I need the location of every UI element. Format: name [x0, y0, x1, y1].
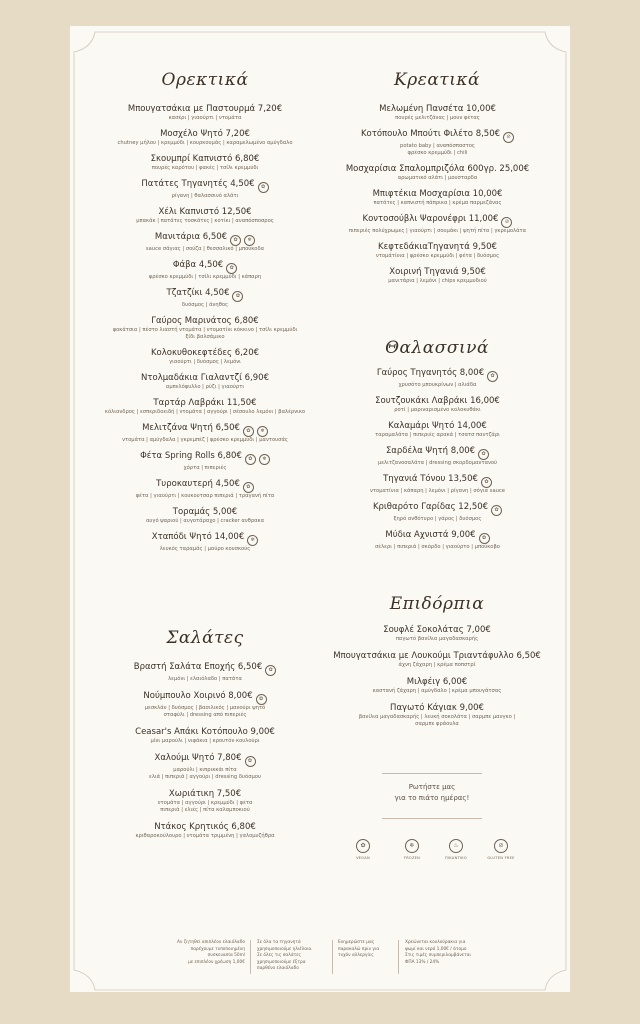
menu-item [330, 104, 545, 122]
legend-spicy [436, 832, 476, 860]
menu-item [95, 774, 315, 781]
menu-item-description: λευκός ταραμάς | μαύρο κουσκούς [159, 546, 251, 552]
menu-item-name: Μελιτζάνα Ψητή 6,50€ ✿ ❄ [95, 423, 315, 437]
menu-item-description: μίνι μαρούλι | νιφάκια | κρουτόν κουλούρι [150, 738, 260, 744]
footer-divider [332, 940, 333, 974]
legend-gluten-free [481, 832, 521, 860]
menu-item-description: μελιτζανοσαλάτα | dressing σκορδομαντανού [377, 460, 498, 466]
menu-item-description: πουρές καρότου | φακές | τσίλι κρεμμύδι [151, 165, 259, 171]
menu-item-name: Χταπόδι Ψητό 14,00€ ❄ [95, 532, 315, 546]
menu-item-name: Τυροκαυτερή 4,50€ ✿ [95, 479, 315, 493]
menu-item-description: φρέσκο κρεμμύδι | τσίλι κρεμμύδι | κάπαρη [148, 274, 262, 280]
menu-item-description: μπακάκ | πατάτες τοσκάτες | κοτίκι | αναπόσποσρος [136, 218, 274, 224]
menu-item-description: ροτί | μαριναρισμένο κολοκυθάκι [394, 407, 481, 413]
menu-item [95, 207, 315, 225]
menu-item-description: πιπεριά | ελιές | πίτα καλαμποκιού [160, 807, 250, 813]
spicy-icon: ♨ [449, 839, 463, 853]
menu-item [330, 214, 545, 235]
footer-divider [250, 940, 251, 974]
menu-item-description: κόλιανδρος | εσπεριδοειδή | ντομάτα | αγγούρι | σέσουλο λεμόνι | βαλέρνικο [104, 409, 306, 415]
legend-label: ΠΙΚΑΝΤΙΚΟ [445, 856, 467, 860]
vegan-icon: ✿ [230, 235, 241, 246]
menu-item-description: κασέρι | γιαούρτι | ντομάτα [168, 115, 242, 121]
menu-item-name: Κοντοσούβλι Ψαρονέφρι 11,00€ ⊘ [330, 214, 545, 228]
menu-item [330, 530, 545, 551]
menu-item-name: Σουφλέ Σοκολάτας 7,00€ [383, 625, 491, 635]
frozen-icon: ❄ [247, 535, 258, 546]
special-line-2: για το πιάτο ημέρας! [394, 794, 470, 802]
menu-item-name: Χαλούμι Ψητό 7,80€ ✿ [95, 753, 315, 767]
menu-item-name: Σαρδέλα Ψητή 8,00€ ✿ [330, 446, 545, 460]
menu-item-description: ξίδι βαλσάμικο [185, 334, 225, 340]
menu-item-name: Μύδια Αχνιστά 9,00€ ✿ [330, 530, 545, 544]
menu-item [322, 625, 552, 643]
menu-item-name: Μπουγατσάκια με Παστουρμά 7,20€ [127, 104, 283, 114]
menu-item [330, 164, 545, 182]
menu-item-description: πουρές μελιτζάνας | μουν φέτας [395, 115, 480, 121]
menu-item-description: ταραμαλάτα | πιπεριές αρακά | τσατσ παντζάρι [375, 432, 500, 438]
legend-frozen [392, 832, 432, 860]
menu-item-description: δυόσμος | άνηθος [181, 302, 229, 308]
menu-item-description: chutney μήλου | κρεμμύδι | κουρκουμάς | καραμελωμένο αμύγδαλο [117, 140, 293, 146]
menu-item-name: Γαύρος Μαρινάτος 6,80€ [151, 316, 259, 326]
legend-label: VEGAN [356, 856, 370, 860]
menu-item [330, 129, 545, 150]
menu-item-name: Βραστή Σαλάτα Εποχής 6,50€ ✿ [95, 662, 315, 676]
menu-item-name: Μοσχαρίσια Σπαλομπριζόλα 600γρ. 25,00€ [345, 164, 530, 174]
menu-item-description: ντομάτίνια | φρέσκο κρεμμύδι | φέτα | δυόσμος [375, 253, 500, 259]
menu-item-description: sauce σάγιας | σούζα | θεσσαλικό | μπούκοδα [145, 246, 265, 252]
menu-item [95, 822, 315, 840]
menu-item-name: Μανιτάρια 6,50€ ✿ ❄ [95, 232, 315, 246]
menu-item-name: Μπιφτέκια Μοσχαρίσια 10,00€ [372, 189, 503, 199]
menu-item-name: Καλαμάρι Ψητό 14,00€ [388, 421, 487, 431]
menu-item [95, 232, 315, 253]
menu-item-description: αρωματικό αλάτι | μουσταρδα [397, 175, 478, 181]
menu-item-description: φρέσκο κρεμμύδι | chili [407, 150, 468, 156]
menu-item-description: βανίλια μαγαδασκαρής | λευκή σοκολάτα | σαρμπε μανγκο | [358, 714, 516, 720]
vegan-icon: ✿ [479, 533, 490, 544]
menu-item [330, 150, 545, 157]
menu-item-description: χρυσότο μπουκρίνων | αλιάδα [398, 382, 477, 388]
menu-item [330, 189, 545, 207]
section-title-orektika: Ορεκτικά [161, 70, 249, 90]
menu-item-name: Μπουγατσάκια με Λουκούμι Τριαντάφυλλο 6,50€ [333, 651, 541, 661]
footer-oil-note: Σε όλα τα τηγανητά χρησιμοποιούμε ηλιέλαιο. Σε όλες τις σαλάτες χρησιμοποιούμε έξτρα παρθένο ελαιόλαδο [257, 940, 313, 971]
menu-item-description: άχνη ζάχαρη | κρέμα ποπστρί [398, 662, 476, 668]
menu-item [95, 334, 315, 341]
menu-item-description: ντομάτα | αμύγδαλα | γκρεμπέζ | φρέσκο κρεμμύδι | μαντουσάς [122, 437, 288, 443]
menu-item-name: Τηγανιά Τόνου 13,50€ ✿ [330, 474, 545, 488]
menu-item-name: Παγωτό Κάγιακ 9,00€ [390, 703, 484, 713]
frozen-icon: ❄ [257, 426, 268, 437]
menu-item-description: σταφύλι | dressing από πιπεριές [163, 712, 247, 718]
section-title-kreatika: Κρεατικά [394, 70, 480, 90]
menu-item [95, 451, 315, 472]
vegan-icon: ✿ [478, 449, 489, 460]
menu-item [330, 421, 545, 439]
menu-item [95, 789, 315, 807]
menu-item [95, 260, 315, 281]
gluten-icon: ⊘ [501, 217, 512, 228]
menu-item-description: μαρούλι | κιπρικκάι πίτα [173, 767, 237, 773]
menu-item [322, 677, 552, 695]
epidorpia-list [322, 625, 552, 736]
menu-item [95, 398, 315, 416]
menu-item-name: Κολοκυθοκεφτέδες 6,20€ [150, 348, 260, 358]
vegan-icon: ✿ [256, 694, 267, 705]
menu-item-name: Πατάτες Τηγανητές 4,50€ ✿ [95, 179, 315, 193]
menu-item-name: Τοραμάς 5,00€ [172, 507, 238, 517]
menu-item [330, 474, 545, 495]
menu-item-name: Μιλφέιγ 6,00€ [406, 677, 468, 687]
menu-item [95, 479, 315, 500]
vegan-icon: ✿ [232, 291, 243, 302]
menu-item-description: καστανή ζάχαρη | αμύγδαλο | κρέμα μπουγάτσας [372, 688, 502, 694]
kreatika-list [330, 104, 545, 292]
menu-item-description: πατάτες | καπνιστή πάπρικα | κρέμα παρμεζάνας [373, 200, 502, 206]
footer-allergy-note: Ενημερώστε μας παρακαλώ πριν για τυχόν αλλεργίες [338, 940, 380, 958]
menu-item-name: Χωριάτικη 7,50€ [168, 789, 242, 799]
menu-item [330, 242, 545, 260]
menu-item-description: πιπεριές πολύχρωμες | γιαούρτι | σουμάκι | ψητή πίτα | γκρεμολάτα [348, 228, 527, 234]
menu-item-name: Σκουμπρί Καπνιστό 6,80€ [150, 154, 260, 164]
menu-item [95, 691, 315, 712]
vegan-icon: ✿ [265, 665, 276, 676]
menu-item-name: Σουτζουκάκι Λαβράκι 16,00€ [375, 396, 500, 406]
menu-item-name: Ταρτάρ Λαβράκι 11,50€ [153, 398, 257, 408]
footer-price-note: Χρεώνεται κουλούρακια για ψωμί και νερό 1,00€ / άτομο Στις τιμές συμπεριλαμβάνεται ΦΠΑ 13% / 24% [405, 940, 471, 965]
menu-item [95, 154, 315, 172]
menu-item-name: Φέτα Spring Rolls 6,80€ ✿ ❄ [95, 451, 315, 465]
menu-item-description: ξηρό ανθότυρο | γάρος | δυόσμος [393, 516, 482, 522]
menu-item-name: Νούμπουλο Χοιρινό 8,00€ ✿ [95, 691, 315, 705]
vegan-icon: ✿ [245, 756, 256, 767]
menu-item-description: potato baby | αναπόσπαστος [400, 143, 475, 149]
vegan-icon: ✿ [245, 454, 256, 465]
section-title-salates: Σαλάτες [166, 628, 244, 648]
menu-item [95, 727, 315, 745]
menu-item [330, 502, 545, 523]
menu-item-description: φέτα | γιαούρτι | κουκουτσαρ πιπεριά | τραγανή πίτα [135, 493, 275, 499]
section-title-thalassina: Θαλασσινά [385, 338, 489, 358]
vegan-icon: ✿ [243, 426, 254, 437]
footer-divider [398, 940, 399, 974]
frozen-icon: ❄ [405, 839, 419, 853]
menu-item [95, 104, 315, 122]
vegan-icon: ✿ [226, 263, 237, 274]
thalassina-list [330, 368, 545, 558]
menu-item-description: φοκάτσια | πέστο λιαστή ντομάτα | ντοματίνι κόκκινο | τσίλι κρεμμύδι [112, 327, 298, 333]
menu-item-description: ρίγανη | θαλασσινό αλάτι [171, 193, 239, 199]
menu-item-name: Κοτόπουλο Μπούτι Φιλέτο 8,50€ ⊘ [330, 129, 545, 143]
gluten-icon: ⊘ [503, 132, 514, 143]
menu-item [95, 373, 315, 391]
menu-item-name: Κριθαρότο Γαρίδας 12,50€ ✿ [330, 502, 545, 516]
legend-vegan [343, 832, 383, 860]
menu-item-description: αμπελόφυλλο | ρύζι | γιαούρτι [165, 384, 245, 390]
menu-item [330, 396, 545, 414]
menu-item [95, 753, 315, 774]
menu-item [95, 288, 315, 309]
frozen-icon: ❄ [259, 454, 270, 465]
menu-item-description: κριθαροκούλουρο | ντομάτα τριμμένη | γαλομυζήθρα [135, 833, 275, 839]
menu-item [322, 721, 552, 728]
menu-item-name: Μοσχέλο Ψητό 7,20€ [160, 129, 250, 139]
orektika-list [95, 104, 315, 560]
menu-item-description: σαρμπε φράουλα [415, 721, 459, 727]
vegan-icon: ✿ [487, 371, 498, 382]
menu-item [330, 446, 545, 467]
vegan-icon: ✿ [258, 182, 269, 193]
frozen-icon: ❄ [244, 235, 255, 246]
legend-label: GLUTEN FREE [487, 856, 515, 860]
menu-item-description: ντοματίνια | κάπαρη | λεμόνι | ρίγανη | σόγια sauce [370, 488, 505, 494]
menu-item-name: Ντάκος Κρητικός 6,80€ [154, 822, 256, 832]
menu-item [95, 129, 315, 147]
menu-item-name: Ντολμαδάκια Γιαλαντζί 6,90€ [141, 373, 269, 383]
menu-item-name: ΚεφτεδάκιαΤηγανητά 9,50€ [378, 242, 497, 252]
menu-item-description: μεσκλάν | δυόσμος | βασιλικός | μανούρι ψητό [144, 705, 266, 711]
special-line-1: Ρωτήστε μας [408, 783, 456, 791]
vegan-icon: ✿ [481, 477, 492, 488]
menu-item [95, 179, 315, 200]
menu-item [95, 532, 315, 553]
menu-item [95, 712, 315, 719]
menu-item-name: Τζατζίκι 4,50€ ✿ [95, 288, 315, 302]
menu-item [330, 267, 545, 285]
menu-item-name: Ceasar's Απάκι Κοτόπουλο 9,00€ [135, 727, 275, 737]
menu-item [322, 651, 552, 669]
menu-item-description: μανιτάρια | λεμόνι | chips κρεμμυδιού [388, 278, 487, 284]
menu-item-description: ντομάτα | αγγούρι | κρεμμύδι | φέτα [157, 800, 253, 806]
menu-item-name: Φάβα 4,50€ ✿ [95, 260, 315, 274]
menu-item-name: Χοιρινή Τηγανιά 9,50€ [389, 267, 486, 277]
menu-item-description: σέλερι | πιπεριά | σκόρδο | γιαούρτο | μπούκοβο [375, 544, 500, 550]
menu-item [322, 703, 552, 721]
menu-item [95, 348, 315, 366]
leaf-icon: ✿ [356, 839, 370, 853]
menu-item [95, 316, 315, 334]
menu-item-description: παγωτό βανίλια μαγαδασκαρής [395, 636, 479, 642]
gluten-free-icon: ⊘ [494, 839, 508, 853]
menu-item-name: Χέλι Καπνιστό 12,50€ [158, 207, 252, 217]
salates-list [95, 662, 315, 848]
vegan-icon: ✿ [243, 482, 254, 493]
footer-olive-oil-note: Αν ζητηθεί απιπλέον ελαιόλαδο παρέχουμε τυποποιημένη συσκευασία 50ml με επιπλέον χρέωση 1,00€ [177, 940, 245, 965]
menu-item [95, 662, 315, 683]
section-title-epidorpia: Επιδόρπια [389, 594, 485, 614]
menu-item [95, 507, 315, 525]
menu-item [95, 423, 315, 444]
menu-item-description: λεμόνι | ελαιόλαδο | πατάτα [168, 676, 242, 682]
legend-label: FROZEN [403, 856, 421, 860]
daily-special-box [382, 773, 482, 819]
menu-item-description: γιαούρτι | δυόσμος | λεμόνι [169, 359, 241, 365]
vegan-icon: ✿ [491, 505, 502, 516]
menu-item-description: ελιά | πιπεριά | αγγούρι | dressing δυόσμου [149, 774, 261, 780]
menu-item-description: χόρτα | πιπεριές [183, 465, 227, 471]
menu-item-name: Γαύρος Τηγανητός 8,00€ ✿ [330, 368, 545, 382]
menu-item-description: αυγό ψαριού | αυγοτάραχο | cracker ανθρακα [145, 518, 265, 524]
menu-item [330, 368, 545, 389]
menu-item [95, 807, 315, 814]
menu-item-name: Μελωμένη Πανσέτα 10,00€ [379, 104, 496, 114]
